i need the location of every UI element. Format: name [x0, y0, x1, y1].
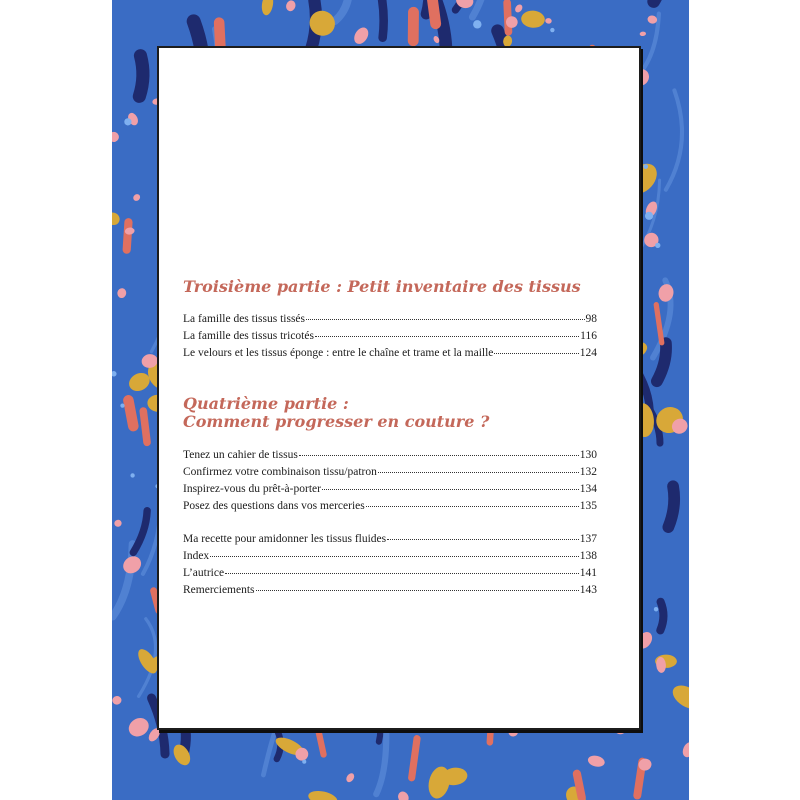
- toc-entry-page: 124: [579, 347, 597, 359]
- toc-entry-label: Remerciements: [183, 584, 255, 596]
- part-4-entries: [183, 447, 597, 515]
- part-4-title-line-2: Comment progresser en couture ?: [183, 412, 490, 431]
- toc-entry-label: L’autrice: [183, 567, 225, 579]
- toc-entry[interactable]: [183, 498, 597, 515]
- toc-entry-page: 130: [579, 449, 597, 461]
- toc-entry-label: Confirmez votre combinaison tissu/patron: [183, 466, 377, 478]
- toc-entry-label: Le velours et les tissus éponge : entre le chaîne et trame et la maille: [183, 347, 494, 359]
- toc-entry[interactable]: [183, 582, 597, 599]
- toc-entry-label: Inspirez-vous du prêt-à-porter: [183, 483, 321, 495]
- toc-entry-page: 137: [579, 533, 597, 545]
- table-of-contents-page: [157, 46, 641, 730]
- dot-leader: [366, 505, 579, 507]
- toc-entry[interactable]: [183, 328, 597, 345]
- toc-entry-label: Ma recette pour amidonner les tissus fluides: [183, 533, 387, 545]
- dot-leader: [210, 555, 579, 557]
- toc-entry[interactable]: [183, 447, 597, 464]
- toc-entry-label: La famille des tissus tricotés: [183, 330, 314, 342]
- toc-entry[interactable]: [183, 531, 597, 548]
- dot-leader: [299, 454, 579, 456]
- toc-entry[interactable]: [183, 565, 597, 582]
- dot-leader: [225, 572, 579, 574]
- toc-entry-label: Tenez un cahier de tissus: [183, 449, 298, 461]
- dot-leader: [256, 589, 579, 591]
- dot-leader: [387, 538, 579, 540]
- toc-entry-page: 141: [579, 567, 597, 579]
- toc-entry[interactable]: [183, 464, 597, 481]
- toc-entry[interactable]: [183, 481, 597, 498]
- toc-entry-page: 135: [579, 500, 597, 512]
- toc-entry-label: Index: [183, 550, 210, 562]
- part-3-entries: [183, 311, 597, 362]
- dot-leader: [494, 352, 578, 354]
- toc-entry-page: 116: [580, 330, 597, 342]
- toc-entry-page: 98: [585, 313, 597, 325]
- toc-entry[interactable]: [183, 345, 597, 362]
- dot-leader: [315, 335, 579, 337]
- part-3-title: Troisième partie : Petit inventaire des tissus: [183, 277, 581, 296]
- toc-entry-page: 143: [579, 584, 597, 596]
- toc-entry-page: 132: [579, 466, 597, 478]
- toc-entry[interactable]: [183, 548, 597, 565]
- toc-entry-page: 134: [579, 483, 597, 495]
- dot-leader: [306, 318, 584, 320]
- toc-entry-label: La famille des tissus tissés: [183, 313, 306, 325]
- annex-entries: [183, 531, 597, 599]
- dot-leader: [378, 471, 579, 473]
- part-4-title-line-1: Quatrième partie :: [183, 394, 349, 413]
- toc-entry[interactable]: [183, 311, 597, 328]
- dot-leader: [322, 488, 579, 490]
- toc-entry-label: Posez des questions dans vos merceries: [183, 500, 365, 512]
- toc-entry-page: 138: [579, 550, 597, 562]
